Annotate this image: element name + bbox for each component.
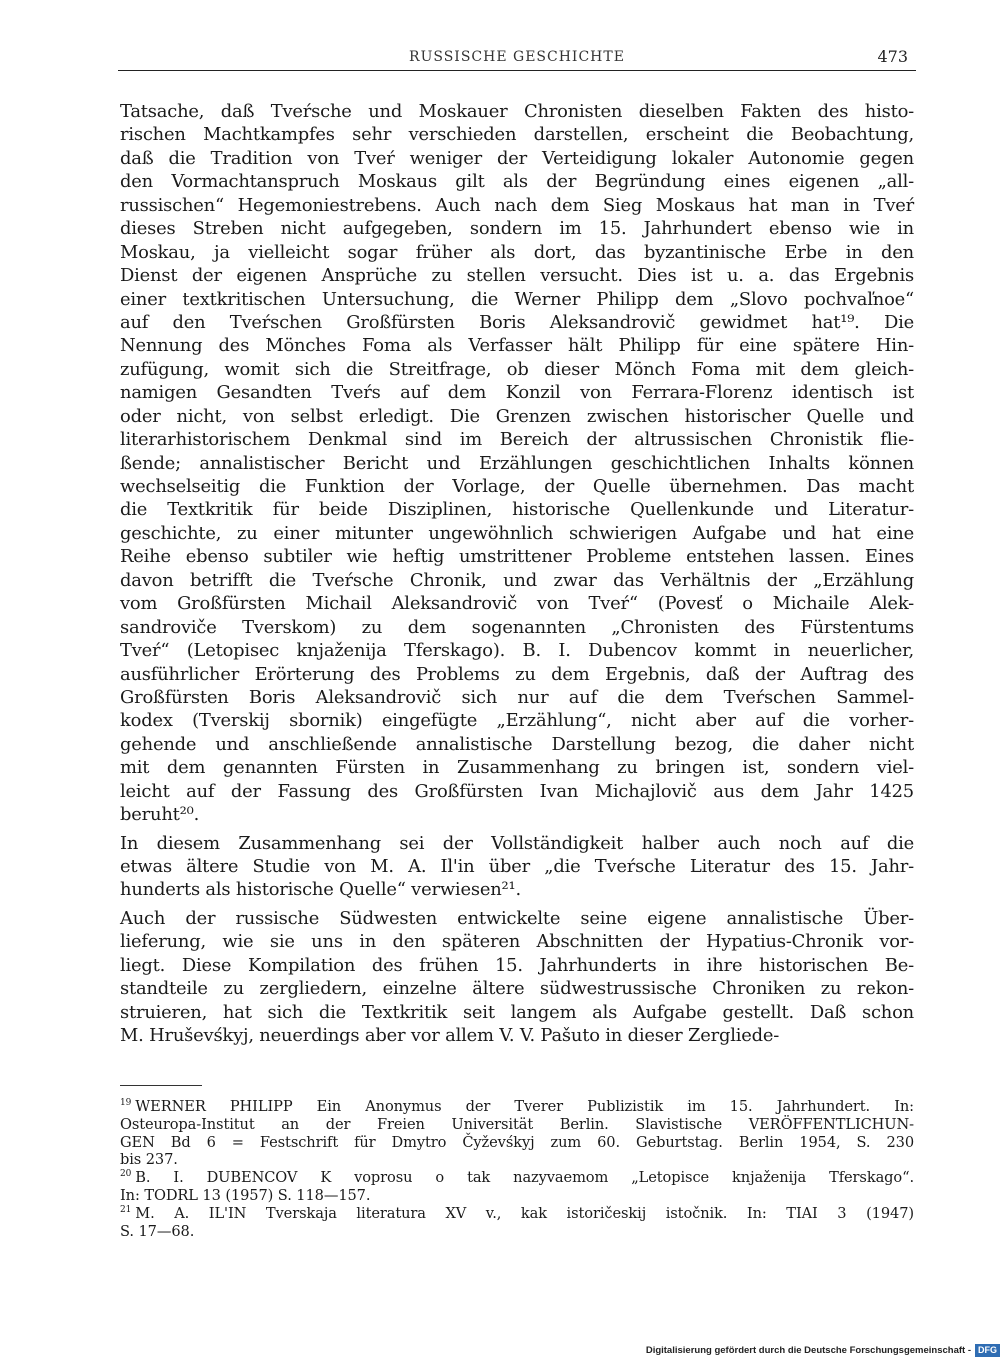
text-line: hunderts als historische Quelle“ verwiesen²¹. (120, 879, 521, 901)
text-line: daß die Tradition von Tveŕ weniger der Verteidigung lokaler Autonomie gegen (120, 147, 914, 169)
paragraph (120, 907, 914, 1048)
footnote-text: Osteuropa-Institut an der Freien Universität Berlin. Slavistische VERÖFFENTLICHUN- (120, 1115, 914, 1133)
text-line: Großfürsten Boris Aleksandrovič sich nur auf die dem Tveŕschen Sammel- (120, 686, 914, 708)
footnote-text: bis 237. (120, 1151, 178, 1169)
text-line: die Textkritik für beide Disziplinen, historische Quellenkunde und Literatur- (120, 499, 914, 521)
footnote (120, 1098, 914, 1169)
text-line: kodex (Tverskij sbornik) eingefügte „Erzählung“, nicht aber auf die vorher- (120, 710, 914, 732)
text-line: Nennung des Mönches Foma als Verfasser hält Philipp für eine spätere Hin- (120, 335, 914, 357)
text-line: oder nicht, von selbst erledigt. Die Grenzen zwischen historischer Quelle und (120, 405, 914, 427)
text-line: rischen Machtkampfes sehr verschieden darstellen, erscheint die Beobachtung, (120, 124, 914, 146)
text-line: auf den Tveŕschen Großfürsten Boris Aleksandrovič gewidmet hat¹⁹. Die (120, 311, 914, 333)
text-line: namigen Gesandten Tveŕs auf dem Konzil von Ferrara-Florenz identisch ist (120, 382, 914, 404)
text-line: Moskau, ja vielleicht sogar früher als dort, das byzantinische Erbe in den (120, 241, 914, 263)
footnotes (120, 1098, 914, 1240)
footnote (120, 1169, 914, 1205)
footnote-line (120, 1169, 914, 1187)
text-line: Tatsache, daß Tveŕsche und Moskauer Chronisten dieselben Fakten des histo- (120, 101, 914, 122)
footnote-line (120, 1151, 914, 1169)
text-line: vom Großfürsten Michail Aleksandrovič von Tveŕ“ (Povesť o Michaile Alek- (120, 593, 914, 615)
footnote-number: 21 (120, 1204, 132, 1215)
paragraph (120, 832, 914, 902)
footnote-line (120, 1134, 914, 1152)
footnote-line (120, 1187, 914, 1205)
footnote (120, 1205, 914, 1241)
text-line: ßende; annalistischer Bericht und Erzählungen geschichtlichen Inhalts können (120, 452, 914, 474)
text-line: In diesem Zusammenhang sei der Vollständigkeit halber auch noch auf die (120, 832, 914, 854)
text-line: gehende und anschließende annalistische Darstellung bezog, die daher nicht (120, 733, 914, 755)
text-line: einer textkritischen Untersuchung, die Werner Philipp dem „Slovo pochvaľnoe“ (120, 288, 914, 310)
text-line: davon betrifft die Tveŕsche Chronik, und zwar das Verhältnis der „Erzählung (120, 569, 914, 591)
body-text (120, 100, 914, 1053)
footnote-line (120, 1116, 914, 1134)
footnote-text: M. A. IL'IN Tverskaja literatura XV v., kak istoričeskij istočnik. In: TIAI 3 (1947) (135, 1204, 914, 1222)
page-header (118, 46, 916, 71)
text-line: lieferung, wie sie uns in den späteren Abschnitten der Hypatius-Chronik vor- (120, 931, 914, 953)
text-line: ausführlicher Erörterung des Problems zu dem Ergebnis, daß der Auftrag des (120, 663, 914, 685)
text-line: russischen“ Hegemoniestrebens. Auch nach dem Sieg Moskaus hat man in Tveŕ (120, 194, 914, 216)
funding-note (646, 1342, 1000, 1358)
footnote-line (120, 1205, 914, 1223)
text-line: literarhistorischem Denkmal sind im Bereich der altrussischen Chronistik flie- (120, 429, 914, 451)
text-line: Auch der russische Südwesten entwickelte seine eigene annalistische Über- (120, 907, 914, 929)
footnote-text: WERNER PHILIPP Ein Anonymus der Tverer Publizistik im 15. Jahrhundert. In: (135, 1098, 914, 1115)
text-line: struieren, hat sich die Textkritik seit langem als Aufgabe gestellt. Daß schon (120, 1001, 914, 1023)
footnote-text: In: TODRL 13 (1957) S. 118—157. (120, 1186, 371, 1204)
footnote-line (120, 1223, 914, 1241)
page-number: 473 (877, 47, 908, 66)
text-line: beruht²⁰. (120, 804, 200, 826)
text-line: geschichte, zu einer mitunter ungewöhnlich schwierigen Aufgabe und hat eine (120, 522, 914, 544)
footnote-number: 19 (120, 1098, 132, 1109)
footnote-separator (120, 1085, 202, 1086)
footnote-text: B. I. DUBENCOV K voprosu o tak nazyvaemom „Letopisce knjaženija Tferskago“. (135, 1169, 914, 1187)
text-line: mit dem genannten Fürsten in Zusammenhang zu bringen ist, sondern viel- (120, 757, 914, 779)
text-line: zufügung, womit sich die Streitfrage, ob dieser Mönch Foma mit dem gleich- (120, 358, 914, 380)
footnote-number: 20 (120, 1169, 132, 1180)
funding-text: Digitalisierung gefördert durch die Deutsche Forschungsgemeinschaft - (645, 1344, 971, 1356)
text-line: M. Hruševśkyj, neuerdings aber vor allem V. V. Pašuto in dieser Zergliede- (120, 1025, 780, 1047)
text-line: wechselseitig die Funktion der Vorlage, der Quelle übernehmen. Das macht (120, 476, 914, 497)
footnote-text: GEN Bd 6 = Festschrift für Dmytro Čyževśkyj zum 60. Geburtstag. Berlin 1954, S. 230 (120, 1133, 914, 1151)
running-title: RUSSISCHE GESCHICHTE (409, 49, 625, 65)
text-line: Dienst der eigenen Ansprüche zu stellen versucht. Dies ist u. a. das Ergebnis (120, 265, 914, 287)
text-line: Reihe ebenso subtiler wie heftig umstrittener Probleme entstehen lassen. Eines (120, 546, 914, 568)
footnote-text: S. 17—68. (120, 1222, 195, 1240)
footnote-line (120, 1098, 914, 1116)
text-line: sandroviče Tverskom) zu dem sogenannten „Chronisten des Fürstentums (120, 616, 914, 638)
text-line: etwas ältere Studie von M. A. Il'in über „die Tveŕsche Literatur des 15. Jahr- (120, 856, 914, 877)
dfg-logo-icon: DFG (975, 1344, 1000, 1357)
text-line: liegt. Diese Kompilation des frühen 15. Jahrhunderts in ihre historischen Be- (120, 954, 914, 976)
text-line: Tveŕ“ (Letopisec knjaženija Tferskago). B. I. Dubencov kommt in neuerlicher, (120, 640, 914, 662)
text-line: standteile zu zergliedern, einzelne ältere südwestrussische Chroniken zu rekon- (120, 978, 914, 1000)
text-line: dieses Streben nicht aufgegeben, sondern im 15. Jahrhundert ebenso wie in (120, 218, 914, 240)
text-line: leicht auf der Fassung des Großfürsten Ivan Michajlovič aus dem Jahr 1425 (120, 780, 914, 802)
paragraph (120, 100, 914, 827)
text-line: den Vormachtanspruch Moskaus gilt als der Begründung eines eigenen „all- (120, 171, 914, 193)
